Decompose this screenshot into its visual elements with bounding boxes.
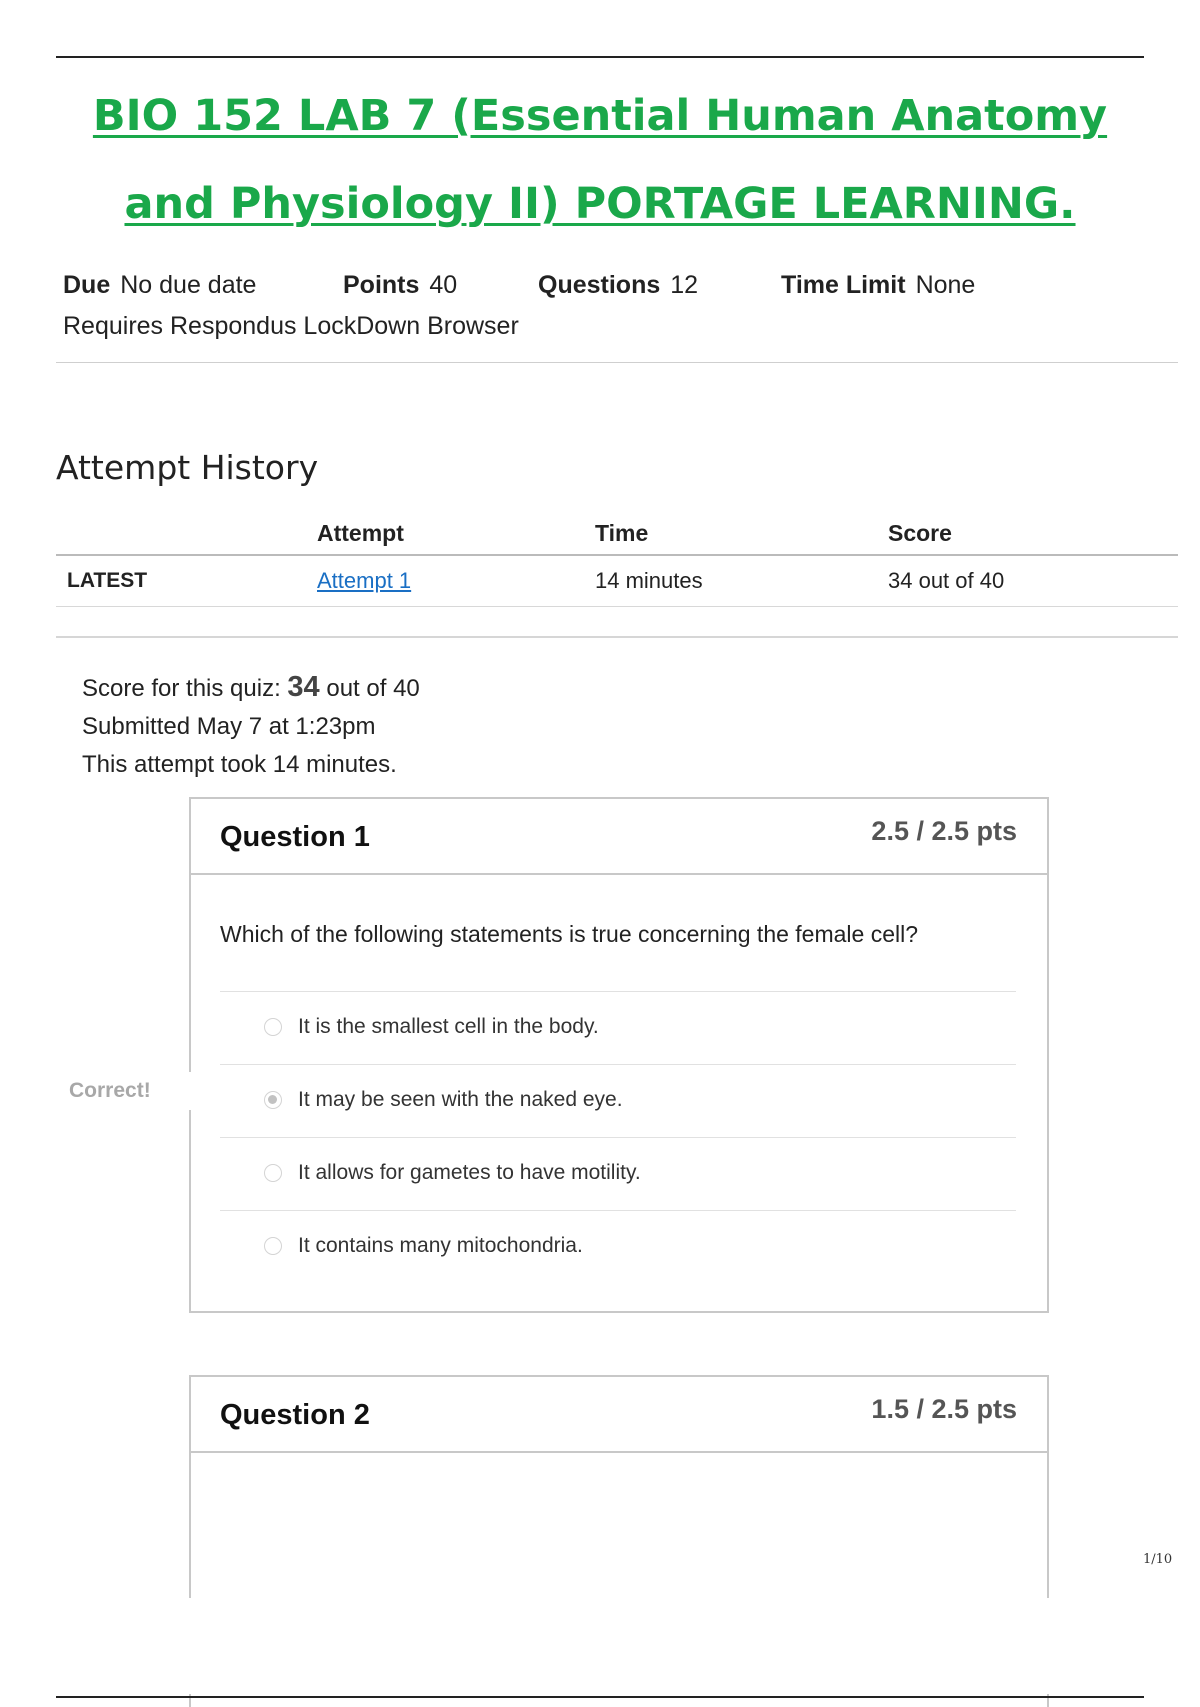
question-header: [191, 1377, 1047, 1453]
table-header-row: [56, 512, 1178, 555]
score-out-of: out of 40: [326, 675, 420, 702]
attempt-cell: [317, 555, 595, 607]
answer-text: It allows for gametes to have motility.: [298, 1161, 641, 1184]
answer-option[interactable]: [220, 991, 1016, 1064]
question-title: Question 1: [220, 821, 370, 853]
correct-feedback: Correct!: [69, 1079, 151, 1102]
radio-icon[interactable]: [264, 1018, 282, 1036]
questions-info: [538, 271, 698, 300]
question-header: [191, 799, 1047, 875]
time-limit-info: [781, 271, 975, 300]
bottom-rule: [56, 1696, 1144, 1698]
quiz-score-line: [82, 668, 420, 708]
question-points: 1.5 / 2.5 pts: [871, 1394, 1017, 1424]
feedback-gap: [186, 1072, 194, 1110]
page-number: 1/10: [1143, 1552, 1173, 1567]
question-card: [189, 797, 1049, 1313]
answer-text: It may be seen with the naked eye.: [298, 1088, 623, 1111]
answer-option-selected[interactable]: [220, 1064, 1016, 1137]
time-limit-label: Time Limit: [781, 271, 906, 299]
time-cell: 14 minutes: [595, 555, 888, 607]
answer-option[interactable]: [220, 1137, 1016, 1210]
meta-divider: [56, 362, 1178, 363]
answer-text: It is the smallest cell in the body.: [298, 1015, 599, 1038]
score-value: 34: [287, 671, 320, 703]
header-time: Time: [595, 512, 888, 555]
answer-option[interactable]: [220, 1210, 1016, 1283]
points-info: [343, 271, 457, 300]
score-label: Score for this quiz:: [82, 675, 281, 702]
radio-icon[interactable]: [264, 1164, 282, 1182]
table-row: [56, 555, 1178, 607]
document-title: BIO 152 LAB 7 (Essential Human Anatomy and Physiology II) PORTAGE LEARNING.: [92, 91, 1108, 229]
score-cell: 34 out of 40: [888, 555, 1178, 607]
due-info: [63, 271, 256, 300]
duration-line: This attempt took 14 minutes.: [82, 751, 397, 778]
top-rule: [56, 56, 1144, 58]
lockdown-requirement: Requires Respondus LockDown Browser: [63, 312, 519, 340]
latest-tag: LATEST: [56, 555, 317, 607]
submitted-line: Submitted May 7 at 1:23pm: [82, 713, 376, 740]
attempt-history-title: Attempt History: [56, 448, 319, 487]
attempt-history-table: [56, 512, 1178, 607]
header-score: Score: [888, 512, 1178, 555]
page-gap: [180, 1598, 1060, 1694]
history-divider: [56, 636, 1178, 638]
attempt-link[interactable]: Attempt 1: [317, 568, 412, 593]
question-points: 2.5 / 2.5 pts: [871, 816, 1017, 846]
question-title: Question 2: [220, 1399, 370, 1431]
questions-value: 12: [670, 271, 699, 299]
time-limit-value: None: [915, 271, 976, 299]
radio-icon[interactable]: [264, 1237, 282, 1255]
due-value: No due date: [120, 271, 257, 299]
header-attempt: Attempt: [317, 512, 595, 555]
questions-label: Questions: [538, 271, 661, 299]
header-blank: [56, 512, 317, 555]
answer-list: [220, 991, 1016, 1283]
score-summary: [82, 668, 420, 784]
points-value: 40: [429, 271, 458, 299]
points-label: Points: [343, 271, 420, 299]
radio-selected-icon[interactable]: [264, 1091, 282, 1109]
answer-text: It contains many mitochondria.: [298, 1234, 583, 1257]
due-label: Due: [63, 271, 111, 299]
question-text: Which of the following statements is true concerning the female cell?: [220, 921, 919, 947]
